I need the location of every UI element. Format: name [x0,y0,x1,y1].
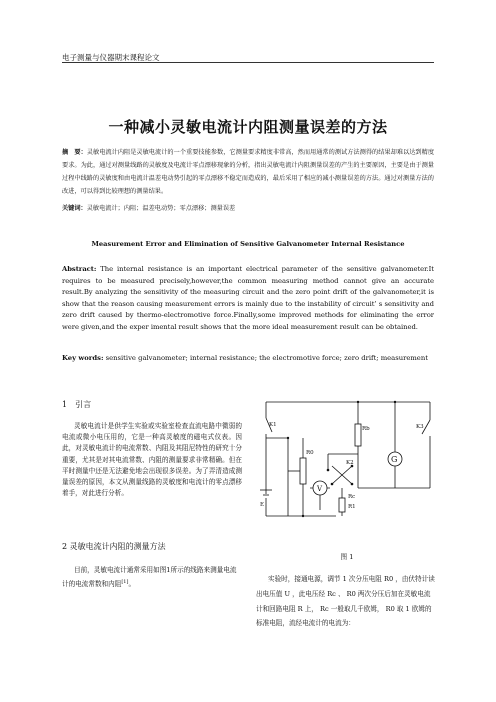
en-keywords-text: sensitive galvanometer; internal resistance; the electromotive force; zero drift; measurement [105,354,428,362]
english-title: Measurement Error and Elimination of Sensitive Galvanometer Internal Resistance [91,240,405,248]
label-rc: Rc [348,494,356,500]
label-k2: K2 [346,460,354,466]
section-2-paragraph [62,564,242,591]
section-1-paragraph: 灵敏电流计是供学生实验或实验室检查直流电路中微弱的电流或微小电压用的，它是一种高灵敏度的磁电式仪表。因此，对灵敏电流计的电流常数、内阻及其阻尼特性的研究十分重要，尤其是对其电流常数、内阻的测量要求非常精确。但在平时测量中还是无法避免地会出现很多误差。为了弄清造成测量误差的原因，本文从测量线路的灵敏度和电流计的零点漂移着手，对此进行分析。 [62,422,242,498]
running-header: 电子测量与仪器期末课程论文 [62,53,160,62]
cn-keywords-label: 关键词： [62,205,87,212]
english-keywords [62,353,434,364]
circuit-diagram [258,398,436,530]
chinese-keywords [62,203,434,215]
citation-ref: [1] [121,579,129,586]
label-g: G [391,455,398,464]
label-r0: R0 [306,450,314,456]
label-k3: K3 [416,424,424,430]
label-rb: Rb [362,426,370,432]
en-keywords-label: Key words: [62,354,104,362]
right-column-paragraph: 实验时，接通电源，调节 1 次分压电阻 R0 ，由伏特计读出电压值 U ，此电压经 Rc 、 R0 两次分压后加在灵敏电流计和回路电阻 R 上， Rc 一般取几千欧姆， R0 取 1 欧姆的标准电阻，流经电流计的电流为： [256,575,435,628]
cn-abstract-text: 灵敏电流计内阻是灵敏电流计的一个重要技能参数，它测量要求精度非常高，然而用通常的测试方法测得的结果却难以达到精度要求。为此，通过对测量线路的灵敏度及电流计零点漂移现象的分析，指出灵敏电流计内阻测量误差的产生的主要原因，主要是由于测量过程中线路的灵敏度和由电流计温差电动势引起的零点漂移不稳定而造成的，最后采用了相应的减小测量误差的方法。通过对测量方法的改进，可以得到比较理想的测量结果。 [62,149,435,195]
section-2-end: 。 [128,580,136,589]
section-2-text: 目前，灵敏电流计通常采用如图1所示的线路来测量电流计的电流常数和内阻 [62,566,237,589]
en-abstract-label: Abstract: [62,265,97,273]
chinese-abstract [62,146,434,198]
cn-abstract-label: 摘 要： [62,149,87,156]
label-e: E [260,502,265,508]
label-v: V [317,485,323,493]
section-2-heading: 2 灵敏电流计内阻的测量方法 [62,542,166,551]
english-abstract [62,264,434,334]
section-1-heading: 1 引言 [62,400,92,409]
label-r1: R1 [348,504,356,510]
label-k1: K1 [269,422,277,428]
figure-caption: 图 1 [340,553,354,561]
paper-title: 一种减小灵敏电流计内阻测量误差的方法 [108,118,388,136]
cn-keywords-text: 灵敏电流计；内阻；温差电动势；零点漂移；测量误差 [86,205,236,212]
header-rule [62,62,434,63]
en-abstract-text: The internal resistance is an important electrical parameter of the sensitive galvanometer.It requires to be measured precisely,however,the common measuring method cannot give an accurate result.By analyzing the sensitivity of the measuring circuit and the zero point drift of the galvanometer,it is show that the reason causing measurement errors is mainly due to the instability of circuit’ s sensitivity and zero drift caused by thermo-electromotive force.Finally,some improved methods for eliminating the error were given,and the exper imental result shows that the more ideal measurement result can be obtained. [62,265,434,331]
